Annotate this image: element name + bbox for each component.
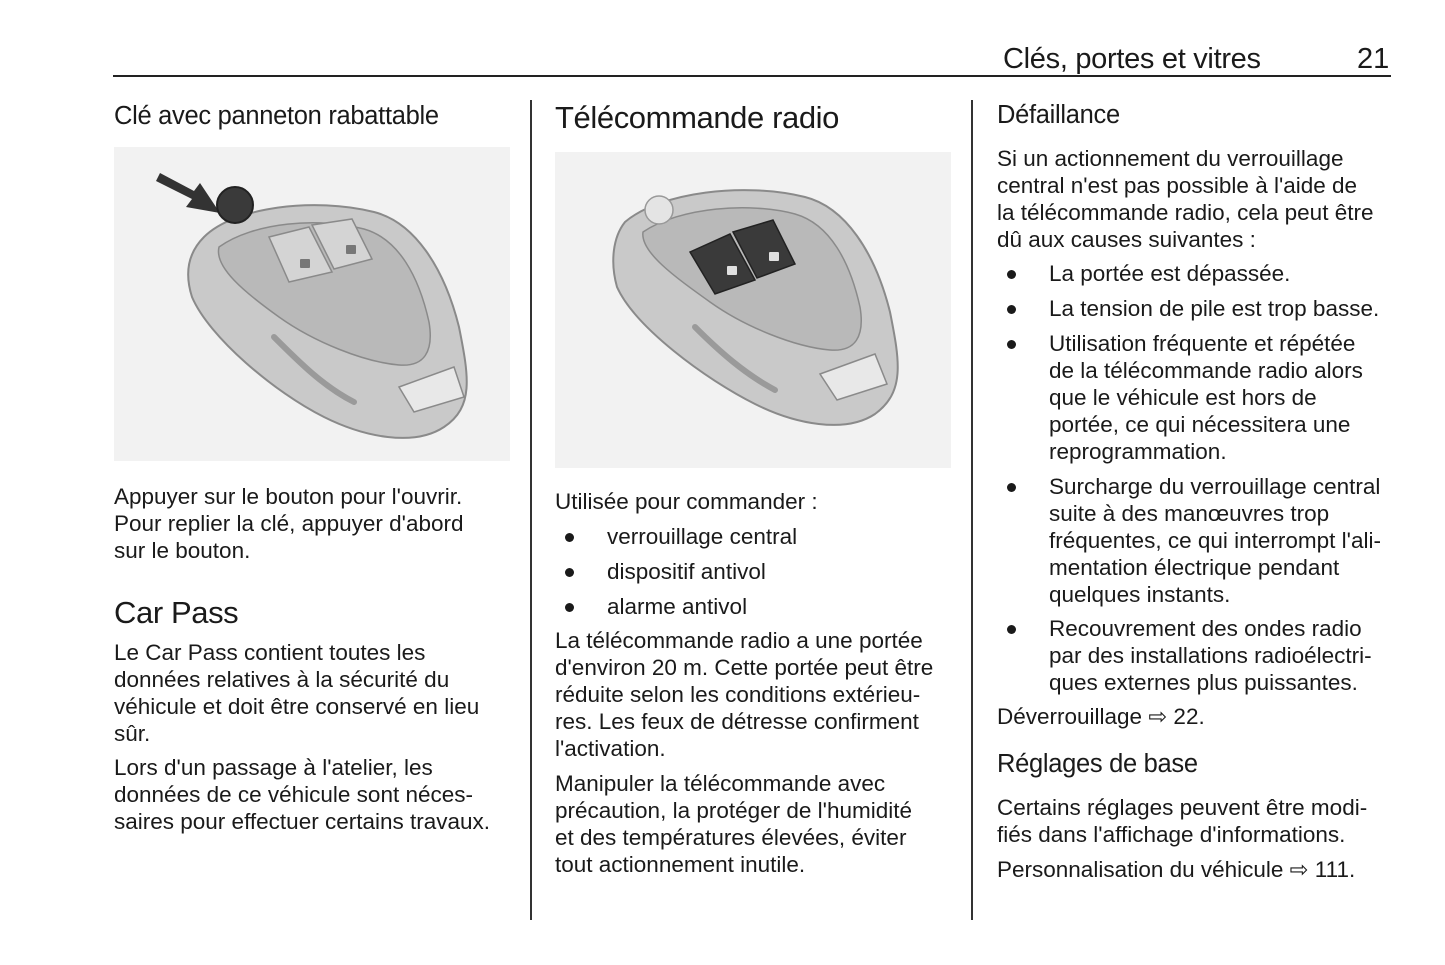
radio-remote-illustration <box>555 152 951 468</box>
folding-key-illustration <box>114 147 510 461</box>
list-item-text <box>1049 260 1290 287</box>
text-line: Appuyer sur le bouton pour l'ouvrir. <box>114 484 463 509</box>
paragraph-handling <box>555 770 912 878</box>
text-line: La portée est dépassée. <box>1049 261 1291 286</box>
text-line: que le véhicule est hors de <box>1049 385 1317 410</box>
paragraph-open-key <box>114 483 464 564</box>
text-line: fréquentes, ce qui interrompt l'ali- <box>1049 528 1381 553</box>
text-line: quelques instants. <box>1049 582 1231 607</box>
paragraph-range <box>555 627 933 762</box>
cross-reference-unlock[interactable]: Déverrouillage ⇨ 22. <box>997 704 1205 729</box>
list-item-text <box>1049 473 1381 608</box>
running-header-title: Clés, portes et vitres <box>1003 43 1261 75</box>
release-button <box>217 187 253 223</box>
unlock-icon <box>769 252 779 261</box>
text-line: mentation électrique pendant <box>1049 555 1340 580</box>
paragraph-car-pass-2 <box>114 754 490 835</box>
text-line: Utilisation fréquente et répétée <box>1049 331 1356 356</box>
text-line: par des installations radioélectri- <box>1049 643 1372 668</box>
list-item-text <box>1049 330 1363 465</box>
text-line: reprogrammation. <box>1049 439 1227 464</box>
text-line: dû aux causes suivantes : <box>997 227 1256 252</box>
heading-folding-key: Clé avec panneton rabattable <box>114 102 439 130</box>
heading-fault: Défaillance <box>997 101 1120 129</box>
text-line: fiés dans l'affichage d'informations. <box>997 822 1346 847</box>
text-line: réduite selon les conditions extérieu- <box>555 682 921 707</box>
list-item-text <box>1049 295 1379 322</box>
text-line: de la télécommande radio alors <box>1049 358 1363 383</box>
text-line: La télécommande radio a une portée <box>555 628 923 653</box>
text-line: suite à des manœuvres trop <box>1049 501 1330 526</box>
text-line: portée, ce qui nécessitera une <box>1049 412 1351 437</box>
text-line: Le Car Pass contient toutes les <box>114 640 426 665</box>
text-line: et des températures élevées, éviter <box>555 825 907 850</box>
text-line: tout actionnement inutile. <box>555 852 806 877</box>
text-line: précaution, la protéger de l'humidité <box>555 798 913 823</box>
paragraph-intro: Utilisée pour commander : <box>555 489 818 514</box>
text-line: Manipuler la télécommande avec <box>555 771 886 796</box>
list-item-text: alarme antivol <box>607 594 748 619</box>
text-line: Recouvrement des ondes radio <box>1049 616 1362 641</box>
text-line: saires pour effectuer certains travaux. <box>114 809 491 834</box>
lock-icon <box>300 259 310 268</box>
heading-car-pass: Car Pass <box>114 595 239 630</box>
paragraph-base-settings <box>997 794 1367 848</box>
text-line: Si un actionnement du verrouillage <box>997 146 1344 171</box>
column-divider-2 <box>971 100 973 920</box>
figure-folding-key <box>114 147 510 461</box>
header-rule <box>113 75 1391 77</box>
heading-radio-remote: Télécommande radio <box>555 100 840 135</box>
text-line: Lors d'un passage à l'atelier, les <box>114 755 433 780</box>
release-button <box>645 196 673 224</box>
text-line: res. Les feux de détresse confirment <box>555 709 919 734</box>
text-line: central n'est pas possible à l'aide de <box>997 173 1358 198</box>
list-item-text: verrouillage central <box>607 524 798 549</box>
paragraph-car-pass-1 <box>114 639 479 747</box>
text-line: d'environ 20 m. Cette portée peut être <box>555 655 934 680</box>
text-line: l'activation. <box>555 736 666 761</box>
cross-reference-personalisation[interactable]: Personnalisation du véhicule ⇨ 111. <box>997 857 1356 882</box>
text-line: données de ce véhicule sont néces- <box>114 782 473 807</box>
list-item-text <box>1049 615 1372 696</box>
text-line: sur le bouton. <box>114 538 251 563</box>
unlock-icon <box>346 245 356 254</box>
figure-radio-remote <box>555 152 951 468</box>
text-line: sûr. <box>114 721 151 746</box>
heading-base-settings: Réglages de base <box>997 750 1198 778</box>
text-line: La tension de pile est trop basse. <box>1049 296 1380 321</box>
text-line: Certains réglages peuvent être modi- <box>997 795 1368 820</box>
page-number: 21 <box>1357 43 1390 75</box>
text-line: Surcharge du verrouillage central <box>1049 474 1381 499</box>
list-item-text: dispositif antivol <box>607 559 766 584</box>
paragraph-fault <box>997 145 1373 253</box>
text-line: ques externes plus puissantes. <box>1049 670 1358 695</box>
text-line: véhicule et doit être conservé en lieu <box>114 694 480 719</box>
text-line: Pour replier la clé, appuyer d'abord <box>114 511 464 536</box>
lock-icon <box>727 266 737 275</box>
text-line: la télécommande radio, cela peut être <box>997 200 1374 225</box>
text-line: données relatives à la sécurité du <box>114 667 450 692</box>
column-divider-1 <box>530 100 532 920</box>
